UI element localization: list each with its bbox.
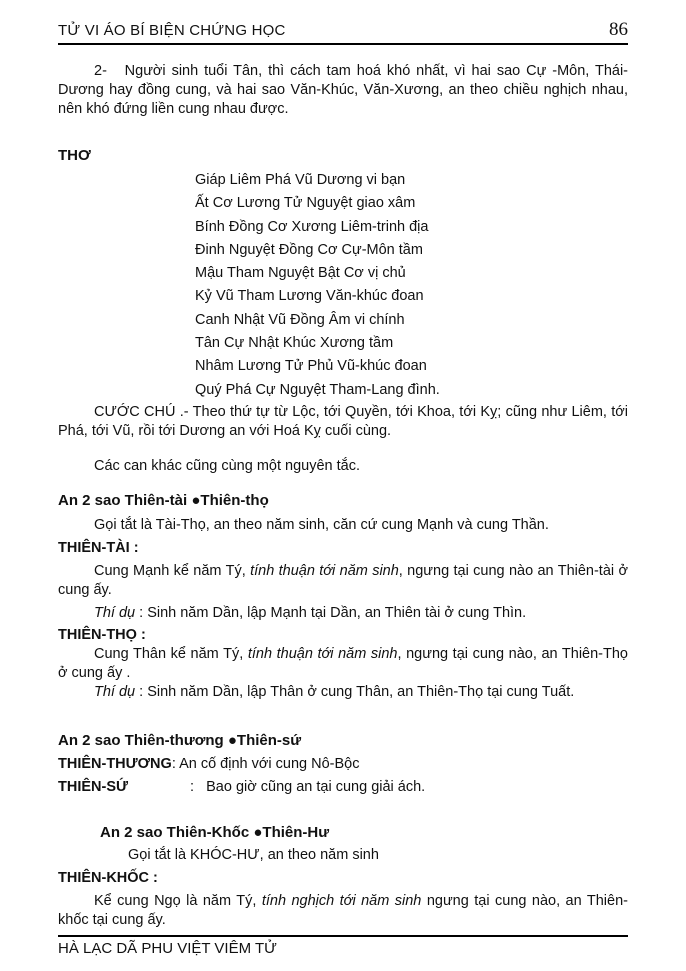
intro-paragraph: 2- Người sinh tuổi Tân, thì cách tam hoá khó nhất, vì hai sao Cự -Môn, Thái-Dương hay đồng cung, và hai sao Văn-Khúc, Văn-Xương, an theo chiều nghịch nhau, nên khó đứng liền cung nhau được. — [58, 63, 628, 117]
poem-line: Tân Cự Nhật Khúc Xương tầm — [195, 335, 394, 352]
thien-tho-paragraph — [58, 645, 628, 683]
section-heading-text: An 2 sao Thiên-Khốc — [100, 823, 254, 841]
thien-tai-paragraph — [58, 562, 628, 600]
section-heading-thien-thuong-su — [58, 732, 628, 750]
page-footer — [58, 935, 628, 957]
example-label: Thí dụ — [94, 683, 136, 700]
poem-line: Giáp Liêm Phá Vũ Dương vi bạn — [195, 172, 406, 188]
body-text: Cung Thân kể năm Tý, — [94, 645, 248, 662]
body-text-italic: tính thuận tới năm sinh — [247, 645, 398, 662]
poem-line: Nhâm Lương Tử Phủ Vũ-khúc đoan — [195, 358, 427, 375]
body-text: ngưng tại cung nào, an Thiên-khốc tại cung ấy. — [58, 892, 628, 928]
section-heading-text: An 2 sao Thiên-thương — [58, 731, 228, 749]
section-heading-text: Thiên-Hư — [262, 823, 330, 841]
thien-thuong-label: THIÊN-THƯƠNG — [58, 755, 172, 772]
thien-su-label: THIÊN-SỨ — [58, 778, 129, 795]
thien-su-text: : Bao giờ cũng an tại cung giải ách. — [190, 778, 426, 795]
cac-can-paragraph: Các can khác cũng cùng một nguyên tắc. — [94, 457, 360, 474]
poem-line: Bính Đồng Cơ Xương Liêm-trinh địa — [195, 218, 429, 235]
poem-line: Ất Cơ Lương Tử Nguyệt giao xâm — [195, 195, 416, 212]
body-text: Kể cung Ngọ là năm Tý, — [94, 892, 262, 909]
header-page-number: 86 — [609, 19, 628, 40]
thien-thuong-line — [58, 755, 628, 774]
body-text-italic: tính nghịch tới năm sinh — [261, 892, 422, 909]
thien-khoc-label: THIÊN-KHỐC : — [58, 869, 158, 886]
section-heading-text: An 2 sao Thiên-tài — [58, 491, 192, 509]
section-heading-thien-tai-tho — [58, 492, 628, 510]
body-text: , ngưng tại cung nào an Thiên-tài ở cung ấy. — [58, 562, 628, 598]
example-label: Thí dụ — [94, 604, 136, 621]
bullet-dot-icon: ● — [191, 491, 201, 509]
tai-tho-intro: Gọi tắt là Tài-Thọ, an theo năm sinh, căn cứ cung Mạnh và cung Thần. — [94, 516, 549, 533]
poem-line: Quý Phá Cự Nguyệt Tham-Lang đình. — [195, 381, 440, 398]
section-heading-thien-khoc-hu — [100, 824, 628, 842]
poem-block — [195, 169, 628, 402]
body-text-italic: tính thuận tới năm sinh — [250, 562, 399, 579]
footnote-paragraph: CƯỚC CHÚ .- Theo thứ tự từ Lộc, tới Quyền, tới Khoa, tới Kỵ; cũng như Liêm, tới Phá, tới Vũ, rồi tới Dương an với Hoá Kỵ cuối cùng. — [58, 403, 628, 439]
poem-line: Đinh Nguyệt Đồng Cơ Cự-Môn tầm — [195, 241, 423, 258]
header-book-title: TỬ VI ÁO BÍ BIỆN CHỨNG HỌC — [58, 22, 286, 39]
thien-khoc-paragraph — [58, 892, 628, 930]
page-header — [58, 20, 628, 45]
body-text: , ngưng tại cung nào, an Thiên-Thọ ở cung ấy . — [58, 645, 628, 681]
poem-heading: THƠ — [58, 147, 91, 164]
footer-author-text: HÀ LẠC DÃ PHU VIỆT VIÊM TỬ — [58, 940, 277, 957]
example-text: : Sinh năm Dần, lập Mạnh tại Dần, an Thiên tài ở cung Thìn. — [135, 604, 527, 621]
thien-thuong-text: : An cố định với cung Nô-Bộc — [171, 755, 360, 772]
bullet-dot-icon: ● — [227, 731, 237, 749]
thien-tho-example — [58, 683, 628, 702]
thien-tai-label: THIÊN-TÀI : — [58, 539, 139, 556]
body-text: Cung Mạnh kể năm Tý, — [94, 562, 251, 579]
thien-tho-label: THIÊN-THỌ : — [58, 626, 146, 643]
section-heading-text: Thiên-sứ — [236, 731, 302, 749]
example-text: : Sinh năm Dần, lập Thân ở cung Thân, an Thiên-Thọ tại cung Tuất. — [135, 683, 575, 700]
poem-line: Canh Nhật Vũ Đồng Âm vi chính — [195, 311, 405, 328]
bullet-dot-icon: ● — [253, 823, 263, 841]
khoc-hu-intro: Gọi tắt là KHÓC-HƯ, an theo năm sinh — [128, 846, 379, 863]
section-heading-text: Thiên-thọ — [200, 491, 269, 509]
thien-tai-example — [58, 604, 628, 623]
poem-line: Mậu Tham Nguyệt Bật Cơ vị chủ — [195, 265, 406, 282]
thien-su-line — [58, 778, 628, 797]
poem-line: Kỷ Vũ Tham Lương Văn-khúc đoan — [195, 288, 424, 305]
